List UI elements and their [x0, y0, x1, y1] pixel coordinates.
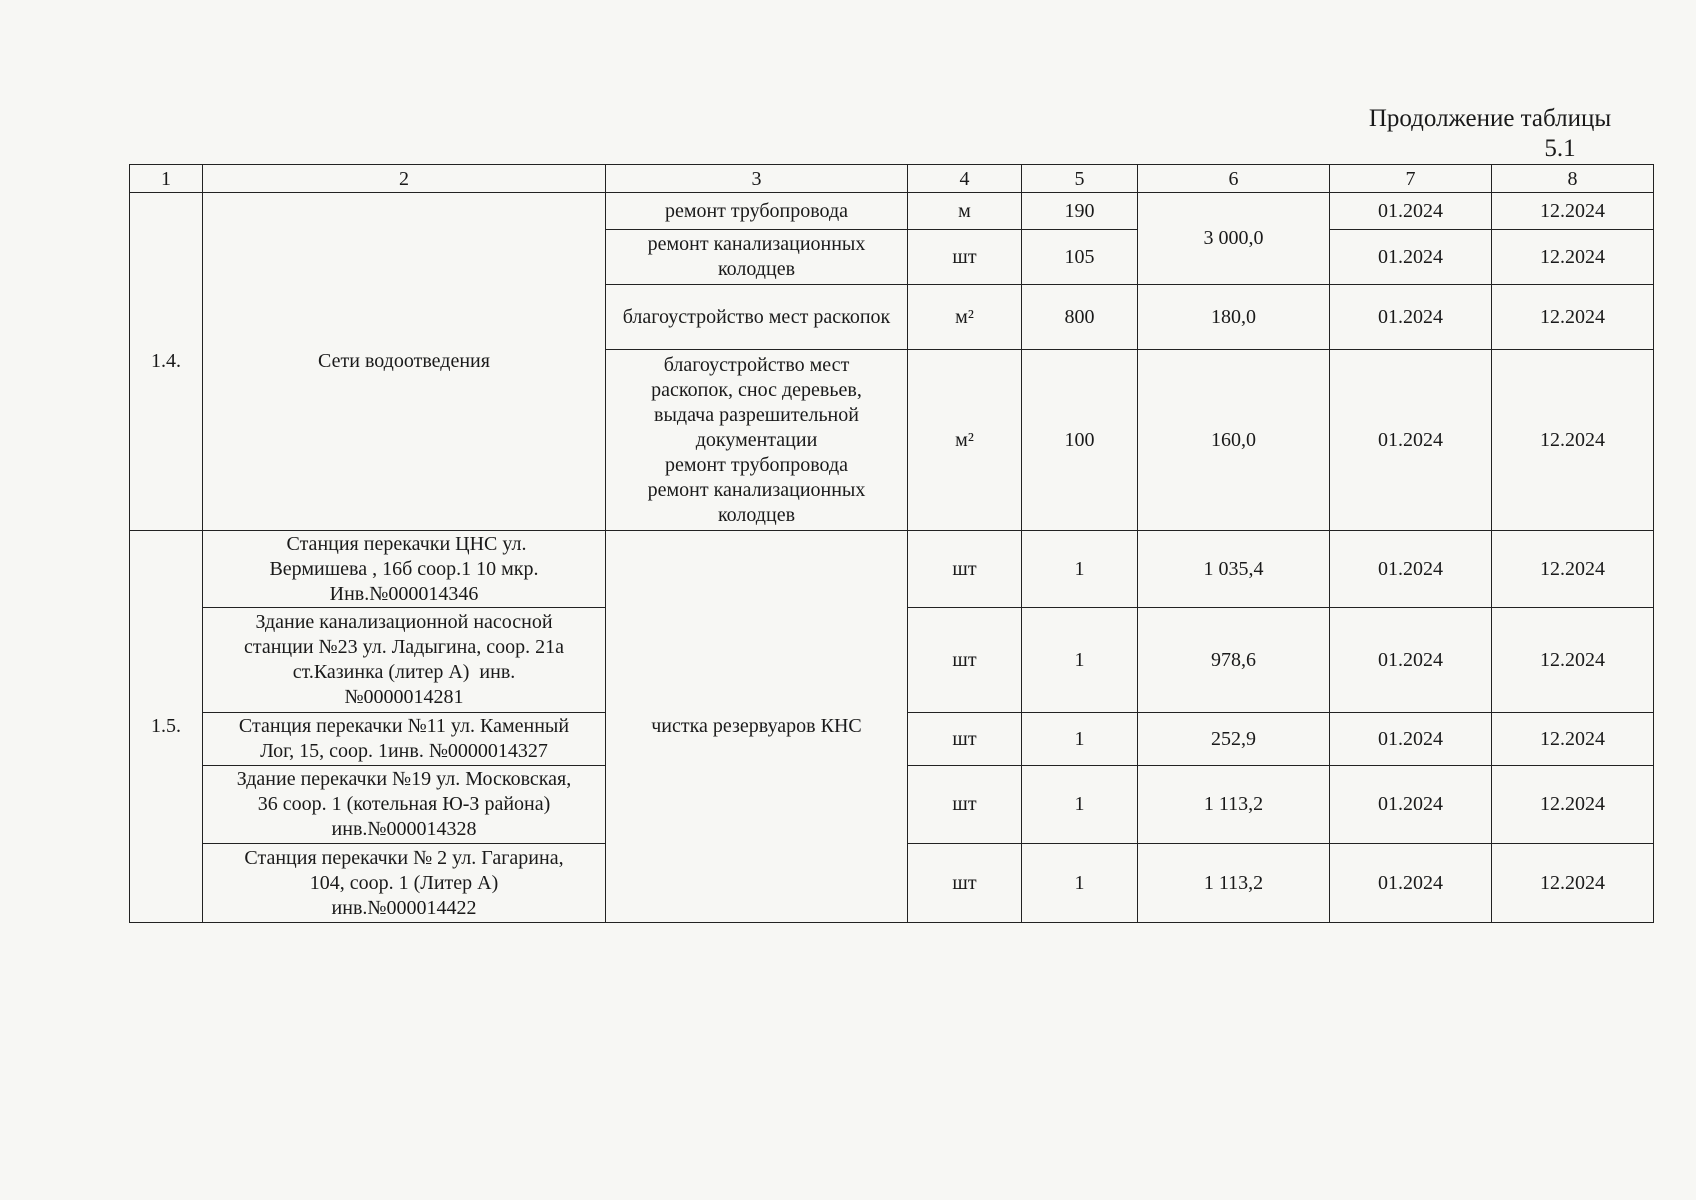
object-line: ст.Казинка (литер А) инв.	[292, 661, 516, 683]
qty-cell: 800	[1022, 285, 1138, 350]
object-line: Здание канализационной насосной	[255, 611, 553, 633]
object-line: Станция перекачки ЦНС ул.	[281, 532, 527, 555]
qty-cell: 1	[1022, 531, 1138, 608]
caption-line-2: 5.1	[1544, 135, 1576, 162]
header-cell: 1	[130, 165, 203, 193]
cost-cell-merged: 3 000,0	[1138, 193, 1330, 285]
object-name-cell	[203, 608, 606, 713]
end-cell: 12.2024	[1492, 193, 1654, 230]
object-name-cell	[203, 766, 606, 844]
unit-cell: шт	[908, 713, 1022, 766]
cost-cell: 252,9	[1138, 713, 1330, 766]
unit-cell: шт	[908, 844, 1022, 923]
start-cell: 01.2024	[1330, 608, 1492, 713]
start-cell: 01.2024	[1330, 285, 1492, 350]
start-cell: 01.2024	[1330, 766, 1492, 844]
header-cell: 2	[203, 165, 606, 193]
table-row	[130, 193, 1654, 230]
cost-cell: 1 113,2	[1138, 844, 1330, 923]
cost-cell: 1 113,2	[1138, 766, 1330, 844]
object-line: №0000014281	[344, 686, 464, 708]
qty-cell: 1	[1022, 766, 1138, 844]
work-line: документации	[695, 428, 818, 451]
unit-cell: м²	[908, 285, 1022, 350]
section-name: Сети водоотведения	[203, 193, 606, 531]
object-line: Инв.№000014346	[329, 582, 479, 605]
work-line: благоустройство мест	[663, 353, 850, 376]
unit-cell: м²	[908, 350, 1022, 531]
unit-cell: м	[908, 193, 1022, 230]
object-line: Здание перекачки №19 ул. Московская,	[236, 768, 572, 790]
cost-cell: 180,0	[1138, 285, 1330, 350]
qty-cell: 100	[1022, 350, 1138, 531]
work-cell-merged: чистка резервуаров КНС	[606, 531, 908, 923]
end-cell: 12.2024	[1492, 608, 1654, 713]
works-table	[129, 164, 1654, 923]
work-cell: ремонт канализационных колодцев	[606, 230, 908, 285]
unit-cell: шт	[908, 608, 1022, 713]
object-line: 104, соор. 1 (Литер А)	[309, 871, 499, 894]
qty-cell: 1	[1022, 713, 1138, 766]
table-continuation-caption	[1340, 104, 1640, 164]
work-line: ремонт трубопровода	[664, 453, 849, 476]
start-cell: 01.2024	[1330, 844, 1492, 923]
object-line: инв.№000014422	[331, 896, 477, 919]
header-row	[130, 165, 1654, 193]
header-cell: 7	[1330, 165, 1492, 193]
unit-cell: шт	[908, 531, 1022, 608]
work-line: выдача разрешительной	[654, 403, 859, 426]
work-cell: благоустройство мест раскопок	[606, 285, 908, 350]
unit-cell: шт	[908, 230, 1022, 285]
header-cell: 5	[1022, 165, 1138, 193]
cost-cell: 1 035,4	[1138, 531, 1330, 608]
end-cell: 12.2024	[1492, 531, 1654, 608]
cost-cell: 978,6	[1138, 608, 1330, 713]
end-cell: 12.2024	[1492, 844, 1654, 923]
qty-cell: 1	[1022, 608, 1138, 713]
caption-line-1: Продолжение таблицы	[1368, 105, 1612, 132]
object-name-cell	[203, 713, 606, 766]
qty-cell: 190	[1022, 193, 1138, 230]
header-cell: 6	[1138, 165, 1330, 193]
unit-cell: шт	[908, 766, 1022, 844]
end-cell: 12.2024	[1492, 713, 1654, 766]
start-cell: 01.2024	[1330, 193, 1492, 230]
work-line: раскопок, снос деревьев,	[651, 378, 862, 401]
start-cell: 01.2024	[1330, 531, 1492, 608]
object-line: инв.№000014328	[331, 818, 477, 840]
section-number: 1.4.	[130, 193, 203, 531]
object-line: Станция перекачки №11 ул. Каменный	[238, 715, 570, 737]
end-cell: 12.2024	[1492, 285, 1654, 350]
object-line: станции №23 ул. Ладыгина, соор. 21а	[243, 636, 565, 658]
end-cell: 12.2024	[1492, 230, 1654, 285]
header-cell: 3	[606, 165, 908, 193]
table-row	[130, 531, 1654, 608]
qty-cell: 1	[1022, 844, 1138, 923]
header-cell: 4	[908, 165, 1022, 193]
qty-cell: 105	[1022, 230, 1138, 285]
object-line: 36 соор. 1 (котельная Ю-З района)	[257, 793, 551, 815]
object-line: Вермишева , 16б соор.1 10 мкр.	[269, 557, 539, 580]
start-cell: 01.2024	[1330, 713, 1492, 766]
object-name-cell	[203, 531, 606, 608]
start-cell: 01.2024	[1330, 230, 1492, 285]
object-name-cell	[203, 844, 606, 923]
end-cell: 12.2024	[1492, 350, 1654, 531]
object-line: Станция перекачки № 2 ул. Гагарина,	[244, 846, 564, 869]
work-line: ремонт канализационных	[647, 478, 866, 501]
work-line: колодцев	[717, 503, 796, 526]
header-cell: 8	[1492, 165, 1654, 193]
work-cell: ремонт трубопровода	[606, 193, 908, 230]
end-cell: 12.2024	[1492, 766, 1654, 844]
object-line: Лог, 15, соор. 1инв. №0000014327	[260, 740, 548, 762]
section-number: 1.5.	[130, 531, 203, 923]
cost-cell: 160,0	[1138, 350, 1330, 531]
work-cell	[606, 350, 908, 531]
start-cell: 01.2024	[1330, 350, 1492, 531]
